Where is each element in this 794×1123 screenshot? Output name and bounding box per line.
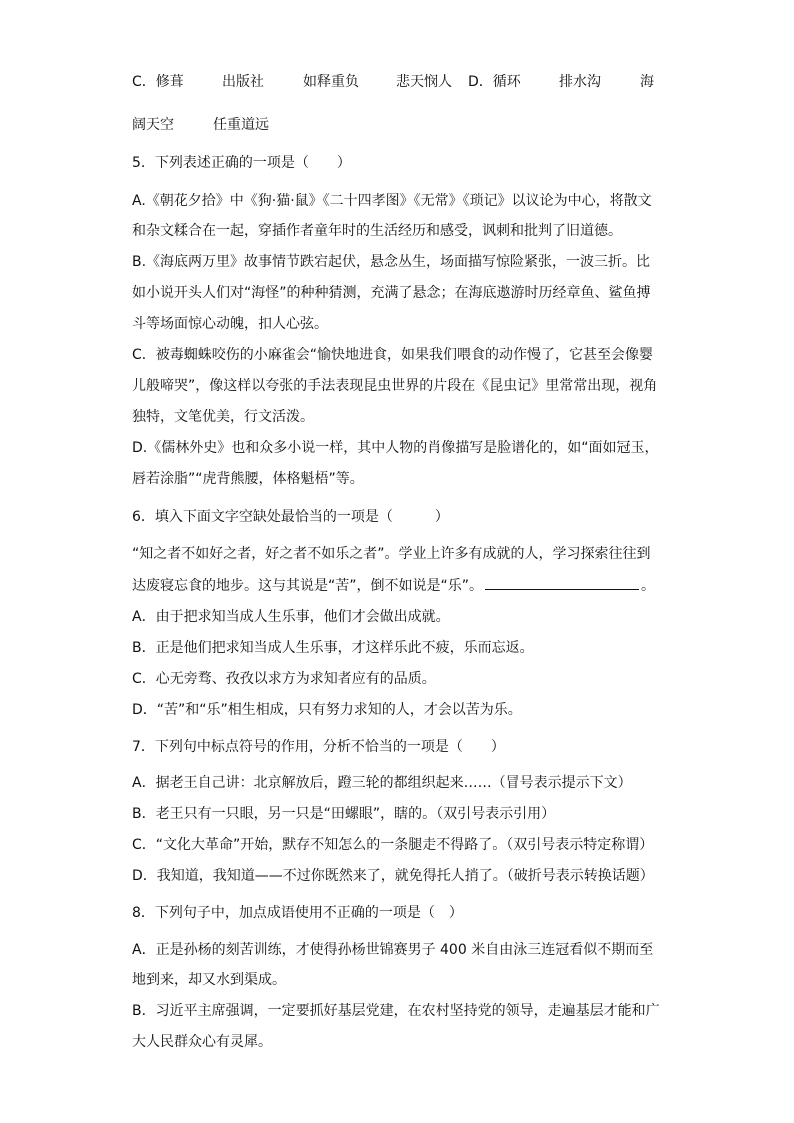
q5-text-line: 儿般啼哭”，像这样以夸张的手法表现昆虫世界的片段在《昆虫记》里常常出现，视角 xyxy=(132,378,658,394)
q8-text-line: B．习近平主席强调，一定要抓好基层党建，在农村坚持党的领导，走遍基层才能和广 xyxy=(132,1003,660,1019)
q6-passage-text: 达废寝忘食的地步。这与其说是“苦”，倒不如说是“乐”。 xyxy=(132,578,484,594)
q6-option-d: D．“苦”和“乐”相生相成，只有努力求知的人，才会以苦为乐。 xyxy=(132,702,522,718)
q4-option-word: 任重道远 xyxy=(213,117,269,133)
q6-stem: 6．填入下面文字空缺处最恰当的一项是（ ） xyxy=(132,509,449,525)
q6-passage-line-1: “知之者不如好之者，好之者不如乐之者”。学业上许多有成就的人，学习探索往往到 xyxy=(132,546,651,562)
q5-text-line: D.《儒林外史》也和众多小说一样，其中人物的肖像描写是脸谱化的，如“面如冠玉， xyxy=(132,440,659,456)
q5-text-line: 斗等场面惊心动魄，扣人心弦。 xyxy=(132,316,328,332)
q4-option-c-label: C．修葺 xyxy=(132,74,184,90)
q5-text-line: A.《朝花夕拾》中《狗·猫·鼠》《二十四孝图》《无常》《琐记》以议论为中心，将散文 xyxy=(132,193,652,209)
q6-passage-line-2 xyxy=(132,574,655,596)
q8-text-line: 大人民群众心有灵犀。 xyxy=(132,1034,272,1050)
q4-option-word: 阔天空 xyxy=(132,117,174,133)
q7-option-d: D．我知道，我知道——不过你既然来了，就免得托人捎了。（破折号表示转换话题） xyxy=(132,868,654,884)
q4-option-word: 悲天悯人 xyxy=(396,74,452,90)
q5-stem: 5．下列表述正确的一项是（ ） xyxy=(132,155,351,171)
q7-option-b: B．老王只有一只眼，另一只是“田螺眼”，瞎的。（双引号表示引用） xyxy=(132,806,556,822)
q5-text-line: 如小说开头人们对“海怪”的种种猜测，充满了悬念；在海底遨游时历经章鱼、鲨鱼搏 xyxy=(132,285,651,301)
q8-text-line: 地到来，却又水到渠成。 xyxy=(132,972,286,988)
q8-stem: 8．下列句子中，加点成语使用不正确的一项是（ ） xyxy=(132,905,463,921)
q4-option-word: 如释重负 xyxy=(303,74,359,90)
q6-option-a: A．由于把求知当成人生乐事，他们才会做出成就。 xyxy=(132,609,450,625)
q7-stem: 7．下列句中标点符号的作用，分析不恰当的一项是（ ） xyxy=(132,739,505,755)
answer-blank xyxy=(485,574,639,590)
q4-option-word: 排水沟 xyxy=(559,74,601,90)
q7-option-c: C．“文化大革命”开始，默存不知怎么的一条腿走不得路了。（双引号表示特定称谓） xyxy=(132,837,654,853)
q5-text-line: 和杂文糅合在一起，穿插作者童年时的生活经历和感受，讽刺和批判了旧道德。 xyxy=(132,223,622,239)
q6-option-c: C．心无旁骛、孜孜以求方为求知者应有的品质。 xyxy=(132,671,436,687)
q4-option-word: 出版社 xyxy=(222,74,264,90)
q6-option-b: B．正是他们把求知当成人生乐事，才这样乐此不疲，乐而忘返。 xyxy=(132,640,534,656)
q7-option-a: A．据老王自己讲：北京解放后，蹬三轮的都组织起来……（冒号表示提示下文） xyxy=(132,775,632,791)
q4-option-d-label: D．循环 xyxy=(468,74,521,90)
q4-option-word: 海 xyxy=(640,74,654,90)
q8-text-line: A．正是孙杨的刻苦训练，才使得孙杨世锦赛男子 400 米自由泳三连冠看似不期而至 xyxy=(132,942,654,958)
q6-passage-end: 。 xyxy=(641,578,656,594)
q5-text-line: B.《海底两万里》故事情节跌宕起伏，悬念丛生，场面描写惊险紧张，一波三折。比 xyxy=(132,254,651,270)
q5-text-line: 独特，文笔优美，行文活泼。 xyxy=(132,409,314,425)
q5-text-line: 唇若涂脂”“虎背熊腰，体格魁梧”等。 xyxy=(132,471,364,487)
q5-text-line: C．被毒蜘蛛咬伤的小麻雀会“愉快地进食，如果我们喂食的动作慢了，它甚至会像婴 xyxy=(132,347,654,363)
